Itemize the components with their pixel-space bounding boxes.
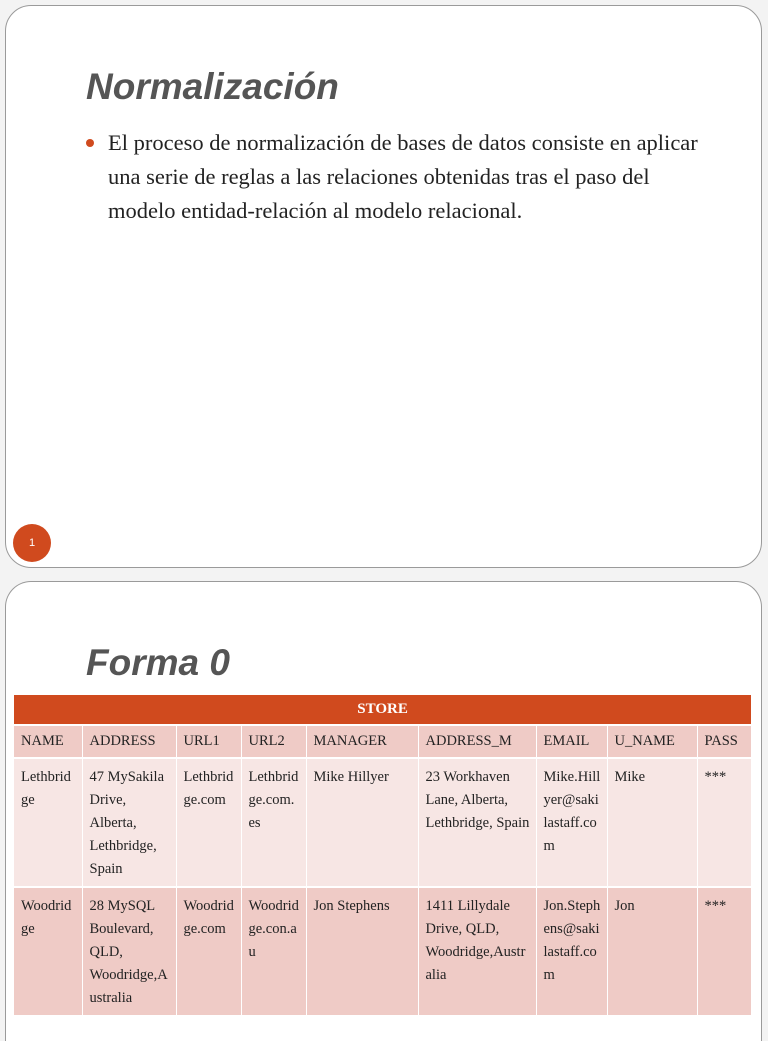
table-cell: *** xyxy=(697,887,751,1015)
table-cell: Mike xyxy=(607,758,697,887)
table-cell: Mike.Hillyer@sakilastaff.com xyxy=(536,758,607,887)
table-cell: Lethbridge.com.es xyxy=(241,758,306,887)
column-header: MANAGER xyxy=(306,725,418,758)
column-header: URL2 xyxy=(241,725,306,758)
slide-title: Forma 0 xyxy=(86,642,230,683)
page-number-badge: 1 xyxy=(13,524,51,562)
table-cell: Lethbridge xyxy=(14,758,82,887)
table-cell: 28 MySQL Boulevard, QLD, Woodridge,Australia xyxy=(82,887,176,1015)
table-cell: Mike Hillyer xyxy=(306,758,418,887)
table-cell: Woodridge.com xyxy=(176,887,241,1015)
bullet-text: El proceso de normalización de bases de datos consiste en aplicar una serie de reglas a las relaciones obtenidas tras el paso del modelo entidad-relación al modelo relacional. xyxy=(108,130,698,223)
table-caption: STORE xyxy=(14,695,751,725)
table-cell: Jon.Stephens@sakilastaff.com xyxy=(536,887,607,1015)
column-header: EMAIL xyxy=(536,725,607,758)
column-header: U_NAME xyxy=(607,725,697,758)
table-cell: 47 MySakila Drive, Alberta, Lethbridge, Spain xyxy=(82,758,176,887)
table-cell: *** xyxy=(697,758,751,887)
column-header: ADDRESS_M xyxy=(418,725,536,758)
table-cell: Jon xyxy=(607,887,697,1015)
bullet-item xyxy=(86,126,706,228)
slide-2 xyxy=(5,581,762,1041)
column-header: ADDRESS xyxy=(82,725,176,758)
slide-1 xyxy=(5,5,762,568)
store-table xyxy=(14,695,752,1015)
table-cell: Woodridge xyxy=(14,887,82,1015)
table-header-row xyxy=(14,725,751,758)
table-cell: 1411 Lillydale Drive, QLD, Woodridge,Australia xyxy=(418,887,536,1015)
column-header: NAME xyxy=(14,725,82,758)
bullet-dot-icon xyxy=(86,139,94,147)
table-row xyxy=(14,758,751,887)
table-cell: Jon Stephens xyxy=(306,887,418,1015)
column-header: PASS xyxy=(697,725,751,758)
slide-title: Normalización xyxy=(86,66,339,107)
table-row xyxy=(14,887,751,1015)
table-cell: Lethbridge.com xyxy=(176,758,241,887)
table-cell: 23 Workhaven Lane, Alberta, Lethbridge, Spain xyxy=(418,758,536,887)
column-header: URL1 xyxy=(176,725,241,758)
table-cell: Woodridge.con.au xyxy=(241,887,306,1015)
